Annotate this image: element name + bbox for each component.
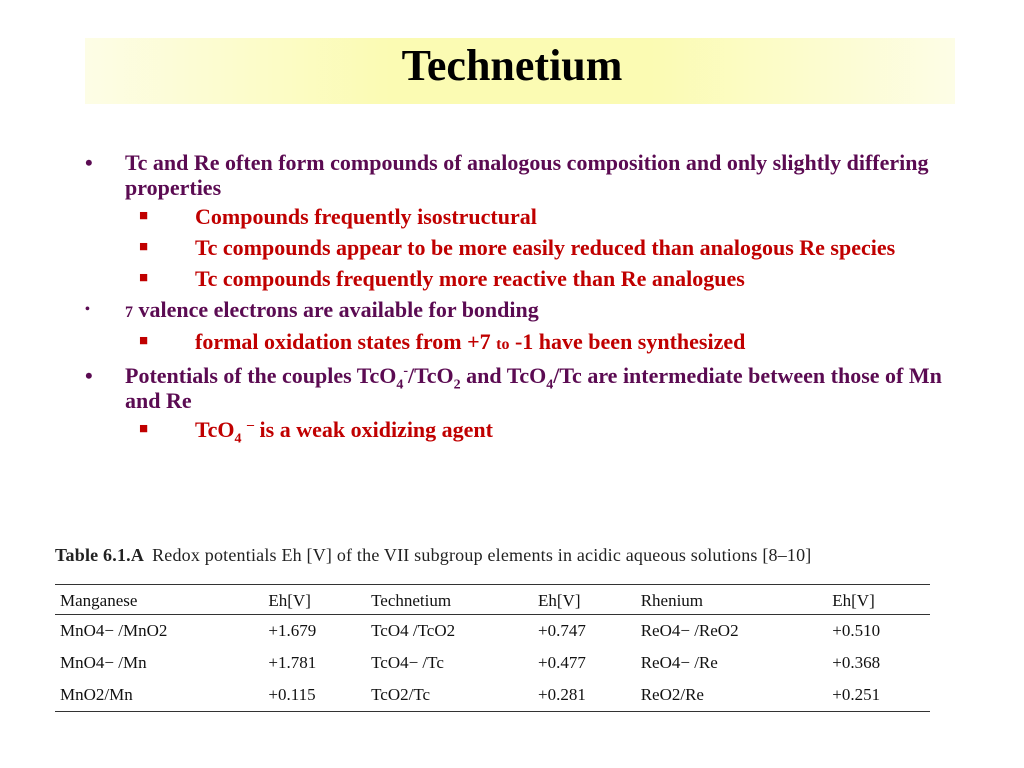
square-bullet-icon: ■ [139,208,149,224]
sub-bullet: ■ Tc compounds frequently more reactive than Re analogues [139,266,745,291]
square-bullet-icon: ■ [139,239,149,255]
sub-bullet: ■ formal oxidation states from +7 to -1 have been synthesized [139,329,746,354]
table-cell: ReO4− /Re [640,653,718,672]
bullet-list [85,150,955,448]
header-cell: Technetium [366,585,533,615]
table-cell: TcO4 /TcO2 [371,621,456,640]
table-row [55,615,930,648]
header-cell: Eh[V] [533,585,636,615]
sub-bullet: ■ Tc compounds appear to be more easily reduced than analogous Re species [139,235,896,260]
header-cell: Eh[V] [827,585,930,615]
bullet-3: • Potentials of the couples TcO$_4$-/TcO$_2$ and TcO$_4$/Tc are intermediate between those of Mn and Re [85,363,942,413]
table-cell: TcO4− /Tc [371,653,444,672]
sub-bullet: ■ TcO$_4$ – is a weak oxidizing agent [139,417,493,447]
table-cell: MnO4− /Mn [60,653,147,672]
table-row [55,647,930,679]
sub-bullet: ■ Compounds frequently isostructural [139,204,537,229]
bullet-dot-icon: • [85,363,93,388]
table-cell: +0.477 [538,653,586,672]
table-cell: TcO2/Tc [371,685,431,704]
table-cell: ReO4− /ReO2 [640,621,739,640]
bullet-dot-icon: • [85,302,90,317]
table-cell: MnO4− /MnO2 [60,621,168,640]
table-cell: +0.115 [268,685,316,704]
square-bullet-icon: ■ [139,333,149,349]
square-bullet-icon: ■ [139,270,149,286]
slide-title: Technetium [401,41,623,90]
redox-table-figure [55,540,935,712]
table-row [55,679,930,712]
table-cell: +1.679 [268,621,317,640]
table-cell: +1.781 [268,653,317,672]
header-cell: Eh[V] [263,585,366,615]
header-cell: Manganese [55,585,263,615]
bullet-dot-icon: • [85,150,93,175]
redox-table [55,584,930,712]
table-cell: +0.510 [832,621,881,640]
table-cell: +0.281 [538,685,586,704]
square-bullet-icon: ■ [139,421,149,437]
table-cell: +0.368 [832,653,881,672]
table-caption: Table 6.1.A Redox potentials Eh [V] of the VII subgroup elements in acidic aqueous solutions [8–10] [55,545,812,565]
table-cell: MnO2/Mn [60,685,133,704]
bullet-1: • Tc and Re often form compounds of analogous composition and only slightly differing properties [85,150,929,200]
table-cell: +0.251 [832,685,881,704]
header-cell: Rhenium [636,585,828,615]
table-cell: +0.747 [538,621,586,640]
bullet-2: • 7 valence electrons are available for bonding [85,297,539,322]
table-cell: ReO2/Re [640,685,704,704]
table-header-row [55,585,930,615]
